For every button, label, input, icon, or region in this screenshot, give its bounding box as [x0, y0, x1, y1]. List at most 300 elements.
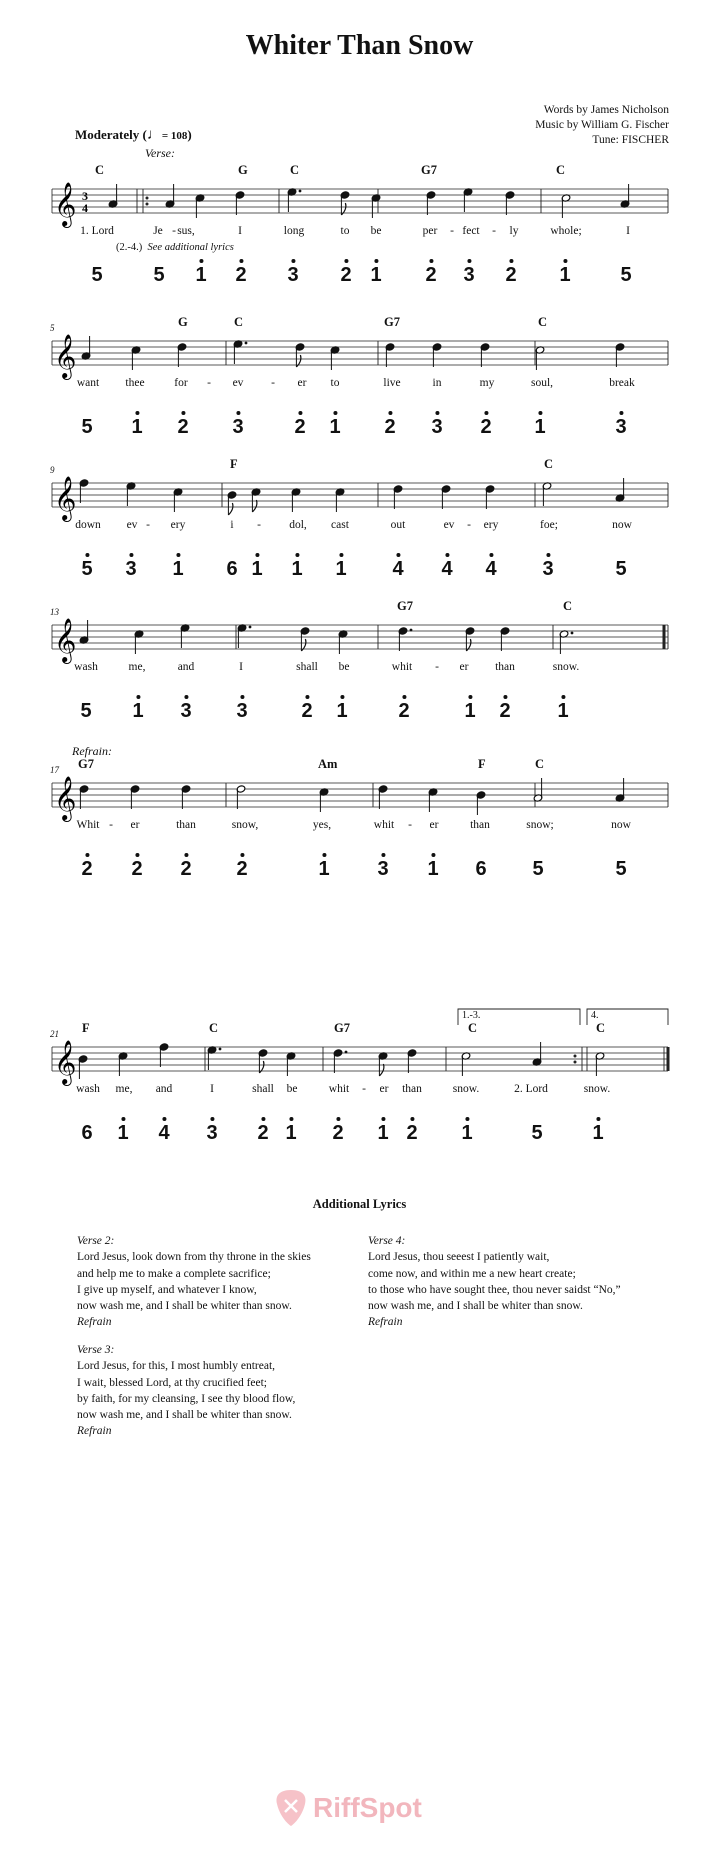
- lyric-syllable: be: [286, 1083, 298, 1095]
- verse-line: and help me to make a complete sacrifice;: [77, 1267, 271, 1280]
- scale-degree-label: 2: [131, 858, 143, 880]
- lyric-syllable: -: [408, 819, 412, 831]
- scale-degree-label: 6: [475, 858, 487, 880]
- lyric-note-number: (2.-4.): [116, 242, 143, 253]
- scale-degree-label: 3: [542, 558, 554, 580]
- scale-degree-number: [485, 558, 496, 581]
- scale-degree-label: 5: [531, 1122, 543, 1144]
- lyric-syllable: -: [362, 1083, 366, 1095]
- scale-degree-label: 3: [615, 416, 627, 438]
- lyric-syllable: yes,: [312, 819, 332, 831]
- lyric-syllable: shall: [252, 1083, 274, 1095]
- scale-degree-number: [398, 700, 409, 723]
- refrain-label: Refrain:: [72, 744, 112, 758]
- scale-degree-label: 2: [177, 416, 189, 438]
- chord-symbol: G7: [78, 757, 94, 771]
- scale-degree-label: 2: [406, 1122, 418, 1144]
- lyric-syllable: Whit: [76, 819, 100, 831]
- scale-degree-number: [318, 858, 329, 881]
- octave-dot: [85, 853, 89, 857]
- scale-degree-label: 1: [336, 700, 348, 722]
- note-dot: [345, 1051, 348, 1054]
- lyric-syllable: per: [422, 225, 438, 237]
- lyric-syllable: wash: [74, 661, 98, 673]
- treble-clef-icon: 𝄞: [54, 182, 77, 226]
- refrain-marker: Refrain: [77, 1316, 112, 1329]
- chord-symbol: G7: [384, 315, 400, 329]
- lyric-syllable: -: [257, 519, 261, 531]
- lyric-syllable: my: [479, 377, 495, 389]
- octave-dot: [240, 853, 244, 857]
- lyric-syllable: snow,: [231, 819, 259, 831]
- octave-dot: [339, 553, 343, 557]
- lyric-syllable: er: [379, 1083, 389, 1095]
- octave-dot: [381, 1117, 385, 1121]
- scale-degree-number: [131, 416, 142, 439]
- lyric-syllable: and: [155, 1083, 173, 1095]
- octave-dot: [503, 695, 507, 699]
- lyric-syllable: me,: [115, 1083, 133, 1095]
- lyric-syllable: fect: [462, 225, 480, 237]
- additional-lyrics-title: Additional Lyrics: [312, 1197, 407, 1211]
- chord-symbol: C: [290, 163, 300, 177]
- riffspot-logo: [273, 1788, 453, 1832]
- lyric-syllable: shall: [296, 661, 318, 673]
- octave-dot: [322, 853, 326, 857]
- chord-symbol: G: [238, 163, 248, 177]
- scale-degree-number: [480, 416, 491, 439]
- lyric-syllable: Je: [153, 225, 163, 237]
- quarter-note-icon: ♩: [146, 127, 162, 143]
- scale-degree-number: [235, 264, 246, 287]
- note-flag: [252, 500, 257, 512]
- scale-degree-number: [180, 700, 191, 723]
- lyric-syllable: be: [370, 225, 382, 237]
- scale-degree-number: [236, 858, 247, 881]
- octave-dot: [344, 259, 348, 263]
- octave-dot: [435, 411, 439, 415]
- scale-degree-number: [559, 264, 570, 287]
- page-title: Whiter Than Snow: [245, 30, 474, 61]
- lyric-note: [116, 242, 234, 253]
- lyric-syllable: me,: [128, 661, 146, 673]
- octave-dot: [135, 853, 139, 857]
- refrain-marker: Refrain: [368, 1316, 403, 1329]
- scale-degree-number: [427, 858, 438, 881]
- chord-symbol: F: [230, 457, 238, 471]
- refrain-marker: Refrain: [77, 1425, 112, 1438]
- verse-line: I wait, blessed Lord, at thy crucified feet;: [77, 1376, 267, 1389]
- scale-degree-label: 6: [226, 558, 238, 580]
- volta-brackets: [0, 1005, 719, 1045]
- note-dot: [249, 626, 252, 629]
- scale-degree-number: [464, 700, 475, 723]
- scale-degree-label: 1: [557, 700, 569, 722]
- lyric-syllable: -: [450, 225, 454, 237]
- treble-clef-icon: 𝄞: [54, 776, 77, 820]
- lyric-syllable: break: [609, 377, 635, 389]
- octave-dot: [236, 411, 240, 415]
- octave-dot: [240, 695, 244, 699]
- chord-symbol: C: [556, 163, 566, 177]
- volta-label: 4.: [591, 1010, 599, 1021]
- lyric-syllable: foe;: [540, 519, 558, 531]
- octave-dot: [509, 259, 513, 263]
- scale-degree-number: [153, 264, 164, 287]
- scale-degree-label: 2: [505, 264, 517, 286]
- scale-degree-label: 5: [615, 558, 627, 580]
- scale-degree-label: 1: [370, 264, 382, 286]
- guitar-pick-icon: [273, 1788, 309, 1828]
- octave-dot: [388, 411, 392, 415]
- scale-degree-label: 5: [91, 264, 103, 286]
- note-dot: [299, 190, 302, 193]
- lyric-syllable: snow;: [526, 819, 554, 831]
- lyric-syllable: -: [435, 661, 439, 673]
- octave-dot: [546, 553, 550, 557]
- scale-degree-label: 3: [463, 264, 475, 286]
- scale-degree-label: 5: [81, 416, 93, 438]
- lyric-syllable: 2. Lord: [514, 1083, 548, 1095]
- octave-dot: [561, 695, 565, 699]
- note-dot: [245, 342, 248, 345]
- treble-clef-icon: 𝄞: [54, 618, 77, 662]
- octave-dot: [255, 553, 259, 557]
- scale-degree-number: [431, 416, 442, 439]
- scale-degree-label: 2: [180, 858, 192, 880]
- scale-degree-label: 6: [81, 1122, 93, 1144]
- scale-degree-number: [406, 1122, 417, 1145]
- note-dot: [571, 632, 574, 635]
- bar-number: 13: [50, 607, 59, 617]
- lyric-syllable: ery: [483, 519, 499, 531]
- bar-number: 21: [50, 1029, 59, 1039]
- scale-degree-label: 4: [485, 558, 497, 580]
- scale-degree-number: [463, 264, 474, 287]
- scale-degree-number: [336, 700, 347, 723]
- octave-dot: [336, 1117, 340, 1121]
- scale-degree-number: [195, 264, 206, 287]
- octave-dot: [135, 411, 139, 415]
- scale-degree-label: 2: [384, 416, 396, 438]
- lyric-syllable: ery: [170, 519, 186, 531]
- scale-degree-number: [131, 858, 142, 881]
- chord-symbol: C: [209, 1021, 219, 1035]
- scale-degree-number: [340, 264, 351, 287]
- octave-dot: [261, 1117, 265, 1121]
- chord-symbol: C: [234, 315, 244, 329]
- octave-dot: [410, 1117, 414, 1121]
- scale-degree-label: 1: [117, 1122, 129, 1144]
- octave-dot: [129, 553, 133, 557]
- scale-degree-number: [335, 558, 346, 581]
- chord-symbol: C: [468, 1021, 478, 1035]
- scale-degree-number: [384, 416, 395, 439]
- scale-degree-label: 1: [172, 558, 184, 580]
- scale-degree-number: [532, 858, 543, 881]
- octave-dot: [333, 411, 337, 415]
- scale-degree-label: 5: [620, 264, 632, 286]
- logo-text: RiffSpot: [313, 1792, 422, 1823]
- staff-system-4: [0, 595, 719, 675]
- verse-title: Verse 4:: [368, 1235, 406, 1247]
- scale-degree-label: 1: [291, 558, 303, 580]
- lyric-syllable: whit: [328, 1083, 350, 1095]
- lyric-syllable: snow.: [452, 1083, 480, 1095]
- scale-degree-label: 1: [285, 1122, 297, 1144]
- scale-degree-label: 3: [125, 558, 137, 580]
- verse-line: by faith, for my cleansing, I see thy blood flow,: [77, 1392, 296, 1405]
- lyric-syllable: ly: [509, 225, 519, 237]
- scale-degree-number: [615, 858, 626, 881]
- scale-degree-label: 5: [81, 558, 93, 580]
- scale-degree-number: [81, 558, 92, 581]
- lyric-syllable: i: [230, 519, 234, 531]
- octave-dot: [396, 553, 400, 557]
- octave-dot: [289, 1117, 293, 1121]
- credit-tune: Tune: FISCHER: [592, 134, 669, 146]
- lyric-syllable: -: [467, 519, 471, 531]
- verse-title: Verse 2:: [77, 1235, 115, 1247]
- scale-degree-label: 1: [251, 558, 263, 580]
- repeat-dot: [574, 1055, 577, 1058]
- scale-degree-number: [236, 700, 247, 723]
- scale-degree-number: [172, 558, 183, 581]
- octave-dot: [184, 853, 188, 857]
- time-signature-icon: 3: [82, 189, 88, 203]
- scale-degree-number: [329, 416, 340, 439]
- verse-title: Verse 3:: [77, 1344, 115, 1356]
- scale-degree-label: 2: [236, 858, 248, 880]
- scale-degree-number: [475, 858, 486, 881]
- scale-degree-label: 3: [180, 700, 192, 722]
- scale-degree-number: [615, 558, 626, 581]
- scale-degree-number: [287, 264, 298, 287]
- lyric-syllable: cast: [331, 519, 349, 531]
- lyric-syllable: be: [338, 661, 350, 673]
- octave-dot: [199, 259, 203, 263]
- lyric-syllable: than: [495, 661, 515, 673]
- scale-degree-number: [180, 858, 191, 881]
- octave-dot: [467, 259, 471, 263]
- time-signature-icon: 4: [82, 201, 88, 215]
- lyric-syllable: dol,: [289, 519, 307, 531]
- scale-degree-number: [177, 416, 188, 439]
- octave-dot: [563, 259, 567, 263]
- scale-degree-label: 4: [441, 558, 453, 580]
- scale-degree-label: 4: [392, 558, 404, 580]
- lyric-syllable: snow.: [583, 1083, 611, 1095]
- scale-degree-number: [294, 416, 305, 439]
- chord-symbol: C: [596, 1021, 606, 1035]
- octave-dot: [210, 1117, 214, 1121]
- scale-degree-label: 2: [301, 700, 313, 722]
- chord-symbol: C: [544, 457, 554, 471]
- scale-degree-label: 1: [318, 858, 330, 880]
- lyric-syllable: for: [174, 377, 188, 389]
- scale-degree-number: [441, 558, 452, 581]
- scale-degree-label: 2: [235, 264, 247, 286]
- scale-degree-label: 2: [425, 264, 437, 286]
- lyric-syllable: thee: [125, 377, 145, 389]
- verse-3: [77, 1342, 377, 1440]
- verse-line: now wash me, and I shall be whiter than snow.: [77, 1409, 292, 1422]
- octave-dot: [181, 411, 185, 415]
- lyric-syllable: ev: [232, 377, 244, 389]
- verse-line: now wash me, and I shall be whiter than snow.: [77, 1300, 292, 1313]
- lyric-syllable: I: [238, 225, 242, 237]
- lyric-syllable: er: [297, 377, 307, 389]
- lyric-syllable: now: [612, 519, 632, 531]
- scale-degree-label: 1: [335, 558, 347, 580]
- lyric-syllable: -: [146, 519, 150, 531]
- scale-degree-label: 1: [377, 1122, 389, 1144]
- verse-line: Lord Jesus, look down from thy throne in the skies: [77, 1251, 311, 1264]
- lyric-syllable: er: [429, 819, 439, 831]
- lyric-syllable: -: [492, 225, 496, 237]
- scale-degree-number: [557, 700, 568, 723]
- lyric-syllable: down: [75, 519, 101, 531]
- verse-line: come now, and within me a new heart create;: [368, 1267, 576, 1280]
- repeat-dot: [146, 203, 149, 206]
- octave-dot: [162, 1117, 166, 1121]
- octave-dot: [489, 553, 493, 557]
- chord-symbol: F: [478, 757, 486, 771]
- octave-dot: [538, 411, 542, 415]
- scale-degree-label: 1: [427, 858, 439, 880]
- octave-dot: [468, 695, 472, 699]
- verse-2: [77, 1233, 377, 1331]
- scale-degree-label: 2: [340, 264, 352, 286]
- verse-line: now wash me, and I shall be whiter than snow.: [368, 1300, 583, 1313]
- lyric-syllable: er: [130, 819, 140, 831]
- octave-dot: [121, 1117, 125, 1121]
- lyric-syllable: wash: [76, 1083, 100, 1095]
- scale-degree-number: [392, 558, 403, 581]
- scale-degree-number: [251, 558, 262, 581]
- scale-degree-number: [505, 264, 516, 287]
- scale-degree-number: [615, 416, 626, 439]
- verse-line: Lord Jesus, thou seeest I patiently wait,: [368, 1251, 550, 1264]
- scale-degree-number: [125, 558, 136, 581]
- lyric-syllable: I: [239, 661, 243, 673]
- chord-symbol: C: [535, 757, 545, 771]
- scale-degree-label: 2: [294, 416, 306, 438]
- scale-degree-number: [377, 858, 388, 881]
- scale-degree-number: [117, 1122, 128, 1145]
- scale-degree-number: [285, 1122, 296, 1145]
- lyric-syllable: soul,: [530, 377, 554, 389]
- chord-symbol: C: [95, 163, 105, 177]
- scale-degree-label: 5: [532, 858, 544, 880]
- octave-dot: [402, 695, 406, 699]
- scale-degree-number: [232, 416, 243, 439]
- octave-dot: [596, 1117, 600, 1121]
- lyric-syllable: -: [172, 225, 176, 237]
- octave-dot: [465, 1117, 469, 1121]
- scale-degree-number: [531, 1122, 542, 1145]
- scale-degree-number: [301, 700, 312, 723]
- scale-degree-label: 1: [559, 264, 571, 286]
- scale-degree-label: 3: [377, 858, 389, 880]
- chord-symbol: C: [563, 599, 573, 613]
- lyric-syllable: now: [611, 819, 631, 831]
- tempo-bpm: = 108: [161, 130, 188, 142]
- scale-degree-label: 1: [534, 416, 546, 438]
- octave-dot: [374, 259, 378, 263]
- octave-dot: [305, 695, 309, 699]
- scale-degree-number: [81, 858, 92, 881]
- lyric-syllable: ev: [443, 519, 455, 531]
- scale-degree-number: [81, 416, 92, 439]
- scale-degree-label: 5: [615, 858, 627, 880]
- note-dot: [219, 1048, 222, 1051]
- scale-degree-number: [534, 416, 545, 439]
- scale-degree-label: 1: [195, 264, 207, 286]
- lyric-syllable: live: [383, 377, 401, 389]
- scale-degree-number: [257, 1122, 268, 1145]
- credit-music: Music by William G. Fischer: [535, 119, 669, 131]
- octave-dot: [381, 853, 385, 857]
- scale-degree-label: 1: [131, 416, 143, 438]
- octave-dot: [291, 259, 295, 263]
- scale-degree-number: [499, 700, 510, 723]
- scale-degree-label: 5: [153, 264, 165, 286]
- treble-clef-icon: 𝄞: [54, 1040, 77, 1084]
- lyric-syllable: than: [402, 1083, 422, 1095]
- chord-symbol: G7: [334, 1021, 350, 1035]
- scale-degree-label: 3: [232, 416, 244, 438]
- bar-number: 5: [50, 323, 55, 333]
- verse-line: to those who have sought thee, thou never saidst “No,”: [368, 1283, 621, 1296]
- bar-number: 9: [50, 465, 55, 475]
- scale-degree-label: 1: [329, 416, 341, 438]
- octave-dot: [239, 259, 243, 263]
- verse-line: Lord Jesus, for this, I most humbly entreat,: [77, 1360, 276, 1373]
- scale-degree-number: [370, 264, 381, 287]
- chord-symbol: G7: [397, 599, 413, 613]
- tempo-marking: Moderately (♩= 108): [75, 127, 192, 143]
- credit-words: Words by James Nicholson: [543, 104, 669, 116]
- lyric-syllable: than: [470, 819, 490, 831]
- scale-degree-number: [542, 558, 553, 581]
- lyric-syllable: long: [283, 225, 305, 237]
- verse-label: Verse:: [145, 146, 175, 160]
- repeat-dot: [574, 1061, 577, 1064]
- lyric-syllable: er: [459, 661, 469, 673]
- octave-dot: [431, 853, 435, 857]
- scale-degree-label: 2: [398, 700, 410, 722]
- scale-degree-number: [80, 700, 91, 723]
- scale-degree-number: [592, 1122, 603, 1145]
- scale-degree-label: 2: [332, 1122, 344, 1144]
- lyric-syllable: whit: [373, 819, 395, 831]
- scale-degree-number: [332, 1122, 343, 1145]
- chord-symbol: G: [178, 315, 188, 329]
- repeat-dot: [146, 197, 149, 200]
- scale-degree-number: [461, 1122, 472, 1145]
- treble-clef-icon: 𝄞: [54, 476, 77, 520]
- credits: [535, 103, 669, 148]
- scale-degree-label: 4: [158, 1122, 170, 1144]
- scale-degree-label: 1: [464, 700, 476, 722]
- note-dot: [410, 629, 413, 632]
- octave-dot: [619, 411, 623, 415]
- octave-dot: [184, 695, 188, 699]
- scale-degree-label: 2: [257, 1122, 269, 1144]
- bar-number: 17: [50, 765, 59, 775]
- octave-dot: [340, 695, 344, 699]
